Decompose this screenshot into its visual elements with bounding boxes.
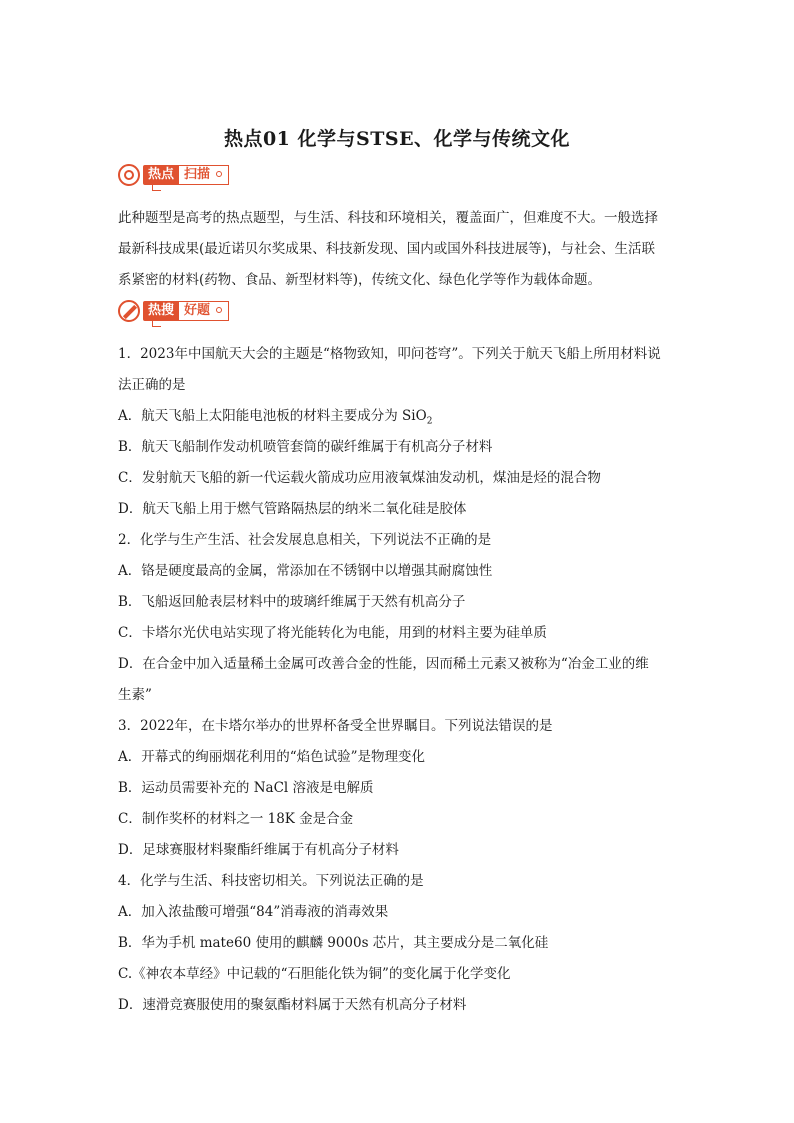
banner-label: 好题 [179, 301, 229, 321]
question-1-stem-cont: 法正确的是 [118, 377, 186, 393]
question-2-stem: 2．化学与生产生活、社会发展息息相关，下列说法不正确的是 [118, 532, 492, 548]
question-2-option-d: D．在合金中加入适量稀土金属可改善合金的性能，因而稀土元素又被称为“冶金工业的维 [118, 656, 649, 672]
question-4-option-b: B．华为手机 mate60 使用的麒麟 9000s 芯片，其主要成分是二氧化硅 [118, 935, 549, 951]
question-1-option-d: D．航天飞船上用于燃气管路隔热层的纳米二氧化硅是胶体 [118, 501, 467, 517]
question-1-stem: 1．2023年中国航天大会的主题是“格物致知，叩问苍穹”。下列关于航天飞船上所用材料说 [118, 346, 661, 362]
question-2-option-d-cont: 生素” [118, 687, 152, 703]
intro-line: 此种题型是高考的热点题型，与生活、科技和环境相关，覆盖面广，但难度不大。一般选择 [118, 210, 658, 226]
target-icon [118, 164, 140, 186]
question-3-stem: 3．2022年，在卡塔尔举办的世界杯备受全世界瞩目。下列说法错误的是 [118, 718, 553, 734]
question-3-option-a: A．开幕式的绚丽烟花利用的“焰色试验”是物理变化 [118, 749, 426, 765]
section-banner-hot-scan [118, 162, 229, 188]
question-2-option-c: C．卡塔尔光伏电站实现了将光能转化为电能，用到的材料主要为硅单质 [118, 625, 547, 641]
section-banner-hot-questions [118, 298, 229, 324]
question-3-option-c: C．制作奖杯的材料之一 18K 金是合金 [118, 811, 354, 827]
question-4-option-a: A．加入浓盐酸可增强“84”消毒液的消毒效果 [118, 904, 389, 920]
question-4-option-d: D．速滑竞赛服使用的聚氨酯材料属于天然有机高分子材料 [118, 997, 467, 1013]
question-2-option-a: A．铬是硬度最高的金属，常添加在不锈钢中以增强其耐腐蚀性 [118, 563, 493, 579]
intro-line: 最新科技成果(最近诺贝尔奖成果、科技新发现、国内或国外科技进展等)，与社会、生活联 [118, 241, 656, 257]
banner-tag: 热搜 [143, 301, 179, 321]
question-3-option-d: D．足球赛服材料聚酯纤维属于有机高分子材料 [118, 842, 399, 858]
question-1-option-a: A．航天飞船上太阳能电池板的材料主要成分为 SiO$_2$ [118, 408, 433, 427]
question-2-option-b: B．飞船返回舱表层材料中的玻璃纤维属于天然有机高分子 [118, 594, 466, 610]
question-4-option-c: C.《神农本草经》中记载的“石胆能化铁为铜”的变化属于化学变化 [118, 966, 511, 982]
pencil-icon [118, 300, 140, 322]
question-4-stem: 4．化学与生活、科技密切相关。下列说法正确的是 [118, 873, 424, 889]
question-1-option-c: C．发射航天飞船的新一代运载火箭成功应用液氧煤油发动机，煤油是烃的混合物 [118, 470, 601, 486]
question-3-option-b: B．运动员需要补充的 NaCl 溶液是电解质 [118, 780, 374, 796]
banner-tag: 热点 [143, 165, 179, 185]
intro-line: 系紧密的材料(药物、食品、新型材料等)，传统文化、绿色化学等作为载体命题。 [118, 272, 602, 288]
question-1-option-b: B．航天飞船制作发动机喷管套筒的碳纤维属于有机高分子材料 [118, 439, 493, 455]
banner-label: 扫描 [179, 165, 229, 185]
page-title: 热点01 化学与STSE、化学与传统文化 [223, 128, 571, 150]
